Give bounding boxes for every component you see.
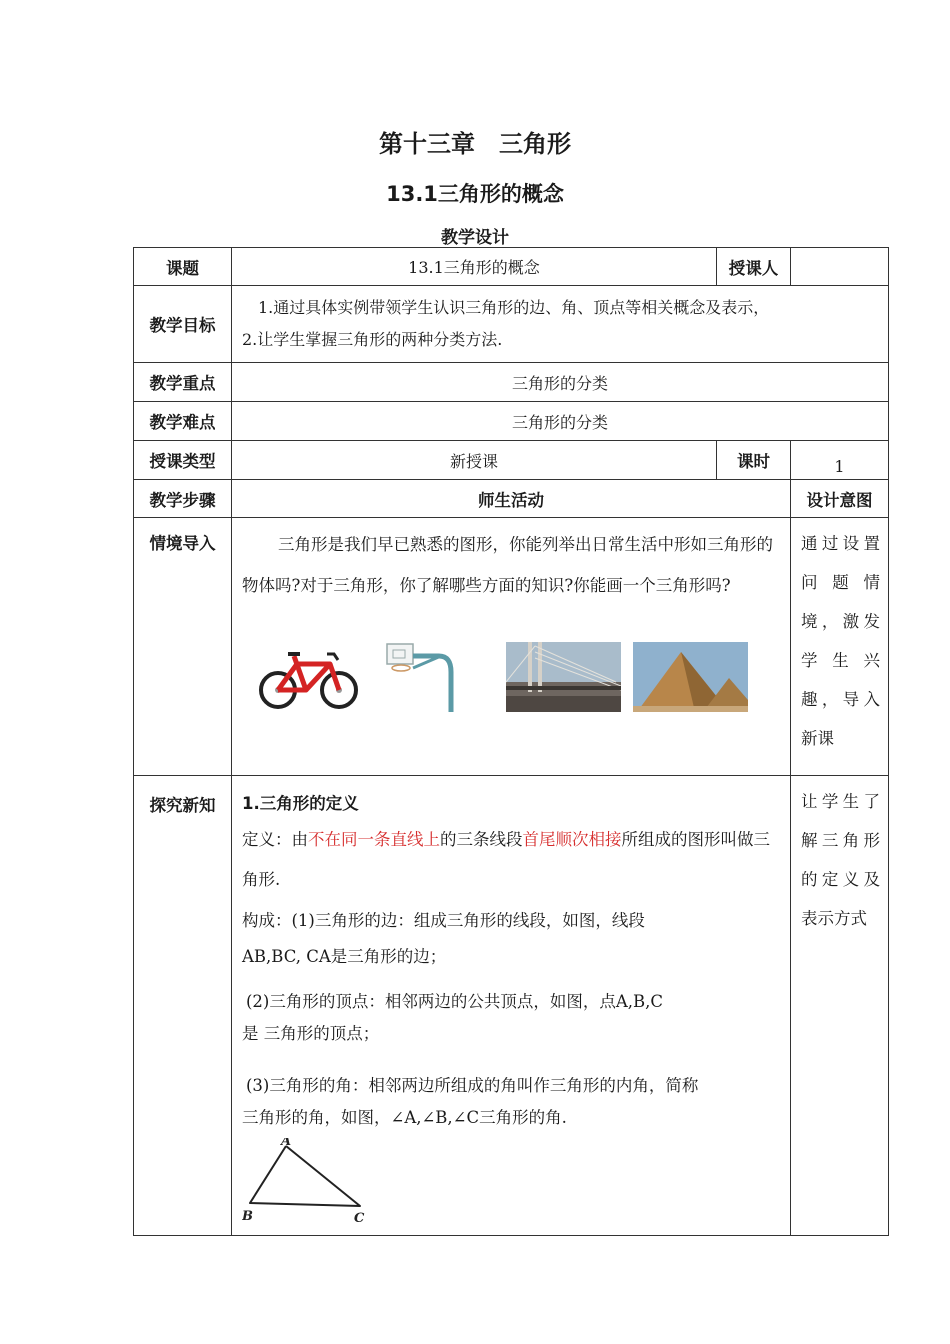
row-type [134,441,889,480]
component-1a: 构成：(1)三角形的边：组成三角形的线段，如图，线段 [242,911,645,930]
difficulty-value: 三角形的分类 [232,402,889,441]
teacher-label: 授课人 [717,248,791,286]
vertex-a-label: A [281,1138,292,1149]
topic-value: 13.1三角形的概念 [232,248,717,286]
row-difficulty [134,402,889,441]
pyramid-photo [633,642,748,712]
hours-value: 1 [791,441,889,480]
definition [242,820,780,900]
def-mid: 的三条线段 [440,830,523,849]
goal-label: 教学目标 [134,286,232,363]
lesson-plan-table [133,247,889,1236]
def-prefix: 定义：由 [242,830,308,849]
component-3b: 三角形的角，如图，∠A,∠B,∠C三角形的角. [242,1108,567,1127]
teacher-value [791,248,889,286]
row-goals [134,286,889,363]
intro-intent: 通过设置问题情境，激发学生兴趣，导入新课 [791,518,889,776]
explore-cell [232,776,791,1236]
intro-label: 情境导入 [134,518,232,776]
explore-heading: 1.三角形的定义 [242,794,359,813]
intro-cell [232,518,791,776]
row-key [134,363,889,402]
def-emphasis-2: 首尾顺次相接 [522,830,622,849]
hours-label: 课时 [717,441,791,480]
row-explore [134,776,889,1236]
row-topic [134,248,889,286]
bridge-photo [506,642,621,712]
activity-label: 师生活动 [232,480,791,518]
steps-label: 教学步骤 [134,480,232,518]
row-steps-header [134,480,889,518]
goal-cell [232,286,889,363]
intro-photos [252,642,778,712]
key-value: 三角形的分类 [232,363,889,402]
intro-text: 三角形是我们早已熟悉的图形，你能列举出日常生活中形如三角形的物体吗?对于三角形，你了解哪些方面的知识?你能画一个三角形吗? [242,535,773,595]
component-2b: 是 三角形的顶点； [242,1024,380,1043]
vertex-b-label: B [242,1209,253,1224]
chapter-title: 第十三章 三角形 [379,130,571,158]
def-emphasis-1: 不在同一条直线上 [308,830,440,849]
triangle-figure [242,1138,382,1226]
vertex-c-label: C [354,1211,365,1226]
component-3a: (3)三角形的角：相邻两边所组成的角叫作三角形的内角，简称 [246,1076,699,1095]
goal-line-1: 1.通过具体实例带领学生认识三角形的边、角、顶点等相关概念及表示， [258,298,770,317]
row-intro [134,518,889,776]
bicycle-photo [252,642,367,712]
topic-label: 课题 [134,248,232,286]
type-label: 授课类型 [134,441,232,480]
lesson-title: 13.1三角形的概念 [386,182,564,206]
goal-line-2: 2.让学生掌握三角形的两种分类方法. [242,330,503,349]
type-value: 新授课 [232,441,717,480]
component-2a: (2)三角形的顶点：相邻两边的公共顶点，如图，点A,B,C [246,992,664,1011]
key-label: 教学重点 [134,363,232,402]
explore-label: 探究新知 [134,776,232,1236]
def-suffix: 所组成的图形叫做三角形. [242,830,770,889]
intent-label: 设计意图 [791,480,889,518]
basketball-hoop-photo [379,642,494,712]
component-1b: AB,BC, CA是三角形的边； [242,947,447,966]
difficulty-label: 教学难点 [134,402,232,441]
design-label: 教学设计 [441,228,509,248]
explore-intent: 让学生了解三角形的定义及表示方式 [791,776,889,1236]
